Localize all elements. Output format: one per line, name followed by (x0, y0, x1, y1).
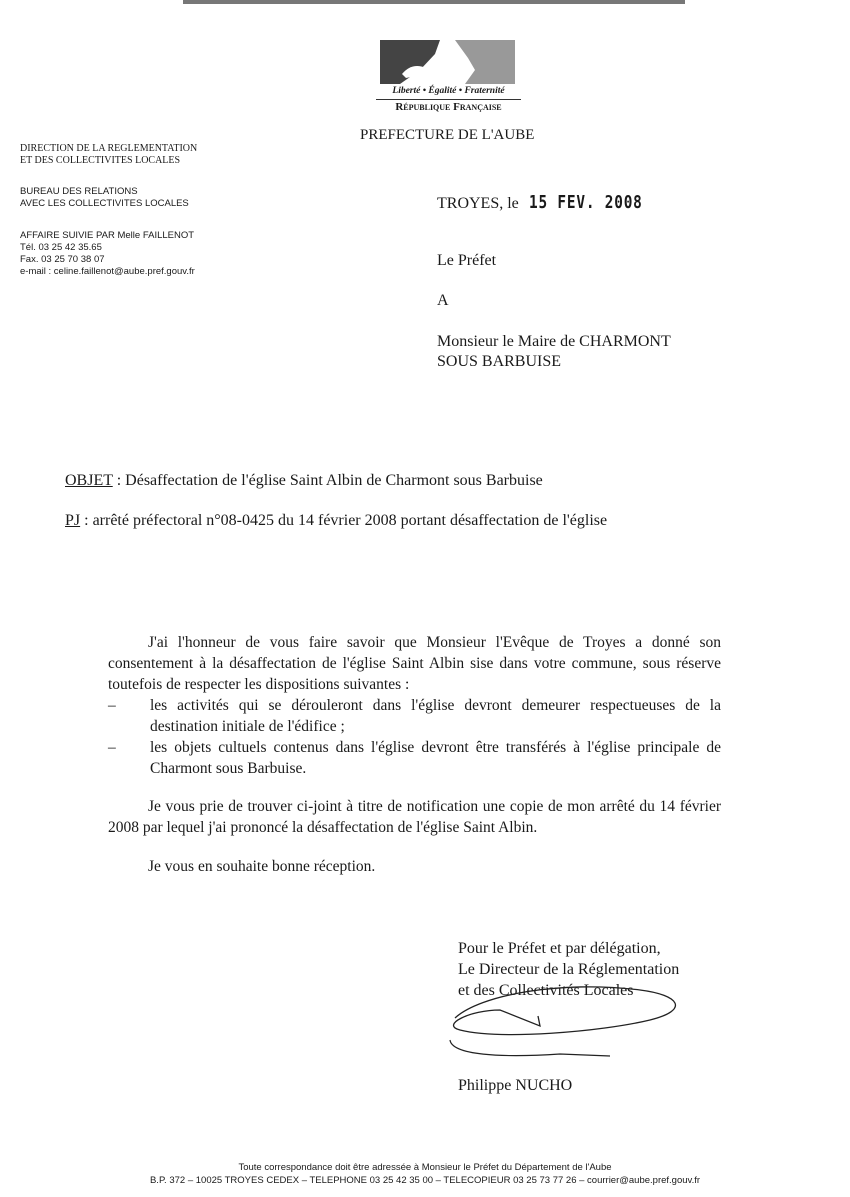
objet-line (65, 472, 543, 490)
footer-line-1: Toute correspondance doit être adressée à Monsieur le Préfet du Département de l'Aube (238, 1162, 612, 1173)
sender-contact (20, 230, 195, 278)
bullet-item (108, 737, 721, 779)
signature-line: Le Directeur de la Réglementation (458, 961, 680, 978)
recipient-line: Monsieur le Maire de CHARMONT (437, 333, 671, 350)
body-paragraph-3: Je vous en souhaite bonne réception. (148, 858, 376, 875)
signature-line: Pour le Préfet et par délégation, (458, 940, 661, 957)
recipient-line: SOUS BARBUISE (437, 353, 562, 370)
pj-text: : arrêté préfectoral n°08-0425 du 14 février 2008 portant désaffectation de l'église (80, 512, 608, 529)
bullet-dash: – (108, 697, 116, 714)
recipient (437, 332, 671, 372)
body-paragraph-1: J'ai l'honneur de vous faire savoir que Monsieur l'Evêque de Troyes a donné son consentement à la désaffectation de l'église Saint Albin sise dans votre commune, sous réserve toutefois de respecter les dispositions suivantes : (108, 634, 721, 693)
email-label: e-mail : (20, 266, 54, 277)
tel-line: Tél. 03 25 42 35.65 (20, 242, 102, 253)
objet-text: : Désaffectation de l'église Saint Albin de Charmont sous Barbuise (112, 472, 543, 489)
to-a: A (437, 292, 449, 309)
scan-top-border (183, 0, 685, 4)
logo-republic: République Française (376, 99, 521, 113)
bullet-dash: – (108, 739, 116, 756)
pj-label: PJ (65, 512, 81, 529)
prefecture-name: PREFECTURE DE L'AUBE (360, 127, 535, 143)
sender-bureau (20, 186, 189, 210)
signatory-name: Philippe NUCHO (458, 1077, 573, 1094)
footer-line-2: B.P. 372 – 10025 TROYES CEDEX – TELEPHONE 03 25 42 35 00 – TELECOPIEUR 03 25 73 77 26 – courrier@aube.pref.gouv.fr (149, 1175, 701, 1186)
bullet-text: les objets cultuels contenus dans l'église devront être transférés à l'église principale de Charmont sous Barbuise. (150, 739, 721, 777)
bullet-item (108, 695, 721, 737)
handwritten-signature (440, 970, 700, 1070)
direction-line: DIRECTION DE LA REGLEMENTATION (20, 143, 198, 154)
bullet-text: les activités qui se dérouleront dans l'église devront demeurer respectueuses de la destination initiale de l'édifice ; (150, 697, 721, 735)
email-line (20, 266, 195, 278)
marianne-logo (380, 40, 515, 84)
email-link[interactable]: celine.faillenot@aube.pref.gouv.fr (53, 266, 195, 277)
bureau-line: AVEC LES COLLECTIVITES LOCALES (20, 198, 189, 209)
sender-direction (20, 143, 197, 167)
logo-motto: Liberté • Égalité • Fraternité (392, 86, 505, 96)
from-line: Le Préfet (437, 252, 497, 269)
body-paragraph-2: Je vous prie de trouver ci-joint à titre de notification une copie de mon arrêté du 14 février 2008 par lequel j'ai prononcé la désaffectation de l'église Saint Albin. (108, 798, 721, 836)
direction-line: ET DES COLLECTIVITES LOCALES (20, 155, 181, 166)
objet-label: OBJET (65, 472, 113, 489)
pj-line (65, 512, 607, 530)
date-stamp: 15 FEV. 2008 (528, 192, 643, 213)
signature-line: et des Collectivités Locales (458, 982, 634, 999)
fax-line: Fax. 03 25 70 38 07 (20, 254, 105, 265)
bureau-line: BUREAU DES RELATIONS (20, 186, 138, 197)
date-place: TROYES, le (437, 195, 519, 212)
date-line (437, 192, 671, 213)
affaire-line: AFFAIRE SUIVIE PAR Melle FAILLENOT (20, 230, 195, 241)
